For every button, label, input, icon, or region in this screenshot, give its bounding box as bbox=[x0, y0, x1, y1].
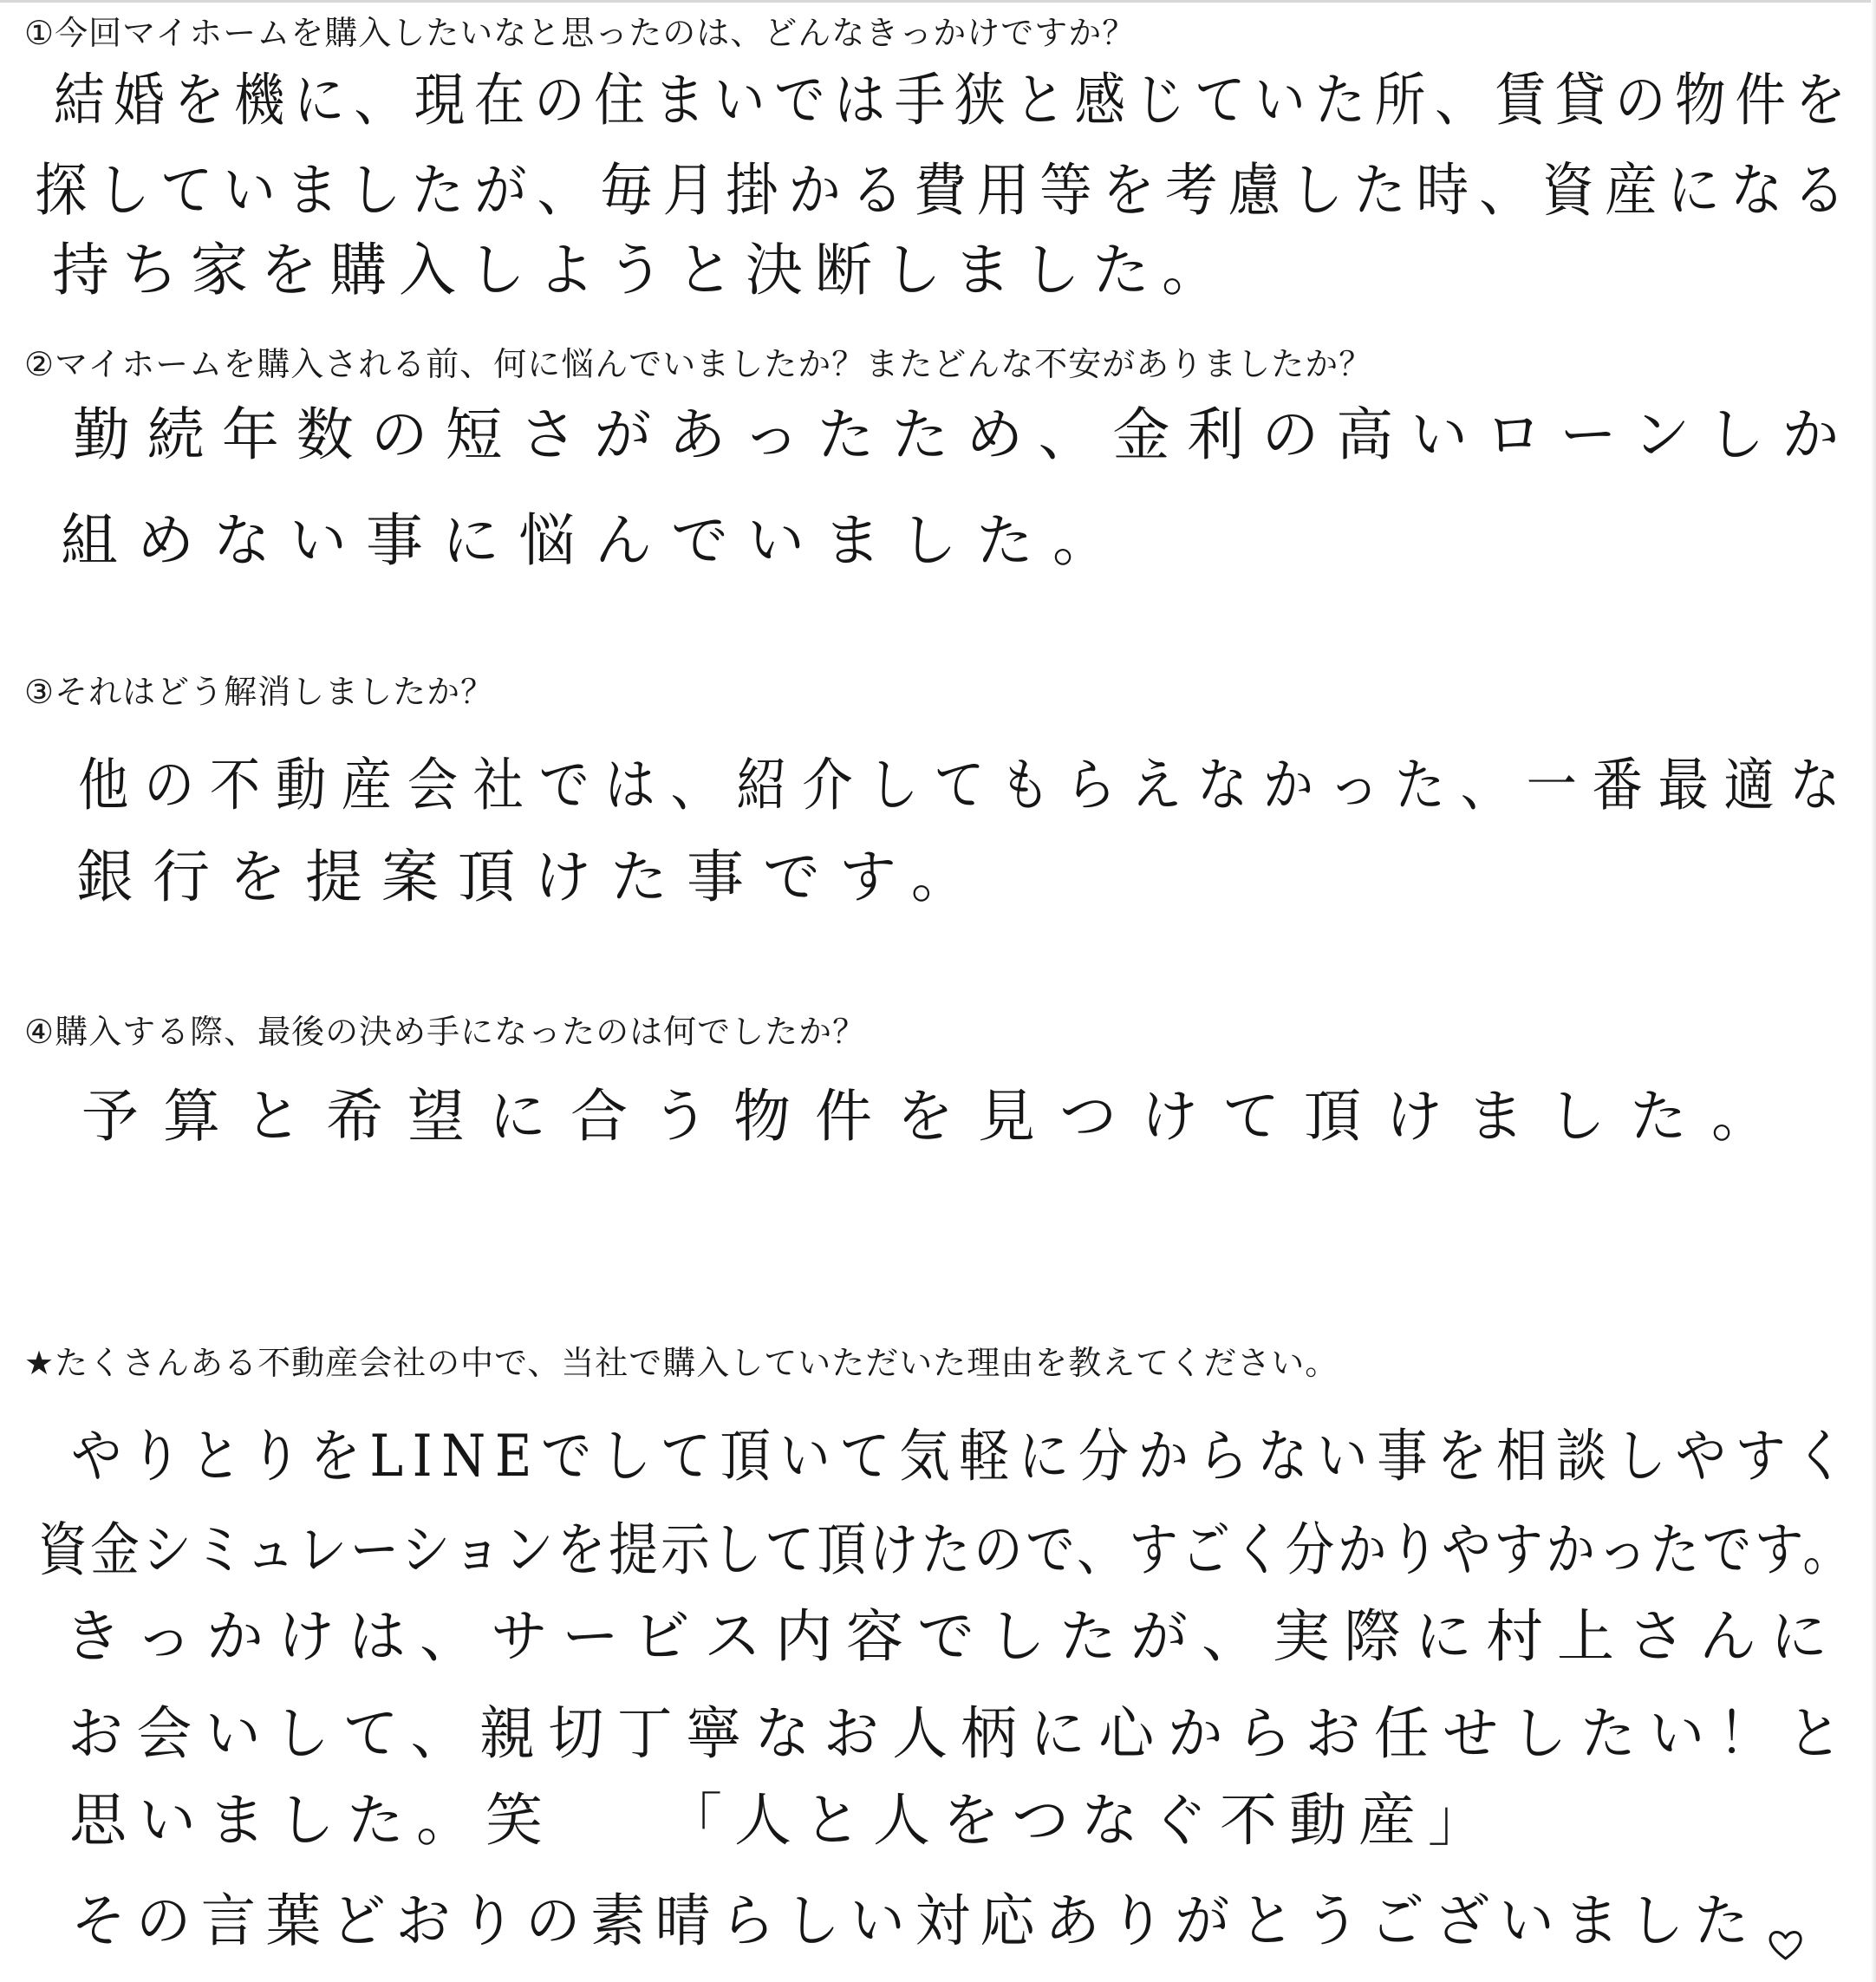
answer-5-line-6 bbox=[71, 1887, 1804, 1956]
answer-5-line-4: お会いして、親切丁寧なお人柄に心からお任せしたい！と bbox=[68, 1700, 1856, 1767]
answer-4-line-1: 予算と希望に合う物件を見つけて頂けました。 bbox=[81, 1083, 1793, 1150]
answer-3-line-2: 銀行を提案頂けた事です。 bbox=[76, 844, 987, 910]
answer-5-line-2: 資金シミュレーションを提示して頂けたので、すごく分かりやすかったです。 bbox=[38, 1516, 1855, 1583]
answer-5-line-5: 思いました。笑 「人と人をつなぐ不動産」 bbox=[69, 1787, 1497, 1854]
question-3: ③それはどう解消しましたか？ bbox=[24, 673, 495, 711]
answer-5-line-6-text: その言葉どおりの素晴らしい対応ありがとうございました bbox=[71, 1887, 1759, 1954]
scan-top-edge bbox=[0, 0, 1876, 3]
answer-5-line-3: きっかけは、サービス内容でしたが、実際に村上さんに bbox=[64, 1603, 1841, 1670]
heart-icon bbox=[1767, 1908, 1803, 1943]
question-2: ②マイホームを購入される前、何に悩んでいましたか？またどんな不安がありましたか？ bbox=[24, 345, 1373, 383]
answer-1-line-1: 結婚を機に、現在の住まいでは手狭と感じていた所、賃貸の物件を bbox=[54, 67, 1855, 134]
question-1: ①今回マイホームを購入したいなと思ったのは、どんなきっかけですか？ bbox=[24, 14, 1137, 52]
answer-1-line-3: 持ち家を購入しようと決断しました。 bbox=[52, 237, 1231, 303]
answer-2-line-2: 組めない事に悩んでいました。 bbox=[61, 507, 1129, 574]
answer-5-line-1: やりとりをLINEでして頂いて気軽に分からない事を相談しやすく bbox=[71, 1423, 1855, 1490]
scan-right-edge bbox=[1871, 0, 1876, 1982]
answer-1-line-2: 探していましたが、毎月掛かる費用等を考慮した時、資産になる bbox=[35, 157, 1856, 224]
question-4: ④購入する際、最後の決め手になったのは何でしたか？ bbox=[24, 1013, 867, 1051]
answer-3-line-1: 他の不動産会社では、紹介してもらえなかった、一番最適な bbox=[78, 752, 1856, 818]
answer-2-line-1: 勤続年数の短さがあったため、金利の高いローンしか bbox=[73, 401, 1857, 468]
question-5: ★たくさんある不動産会社の中で、当社で購入していただいた理由を教えてください。 bbox=[24, 1344, 1339, 1382]
